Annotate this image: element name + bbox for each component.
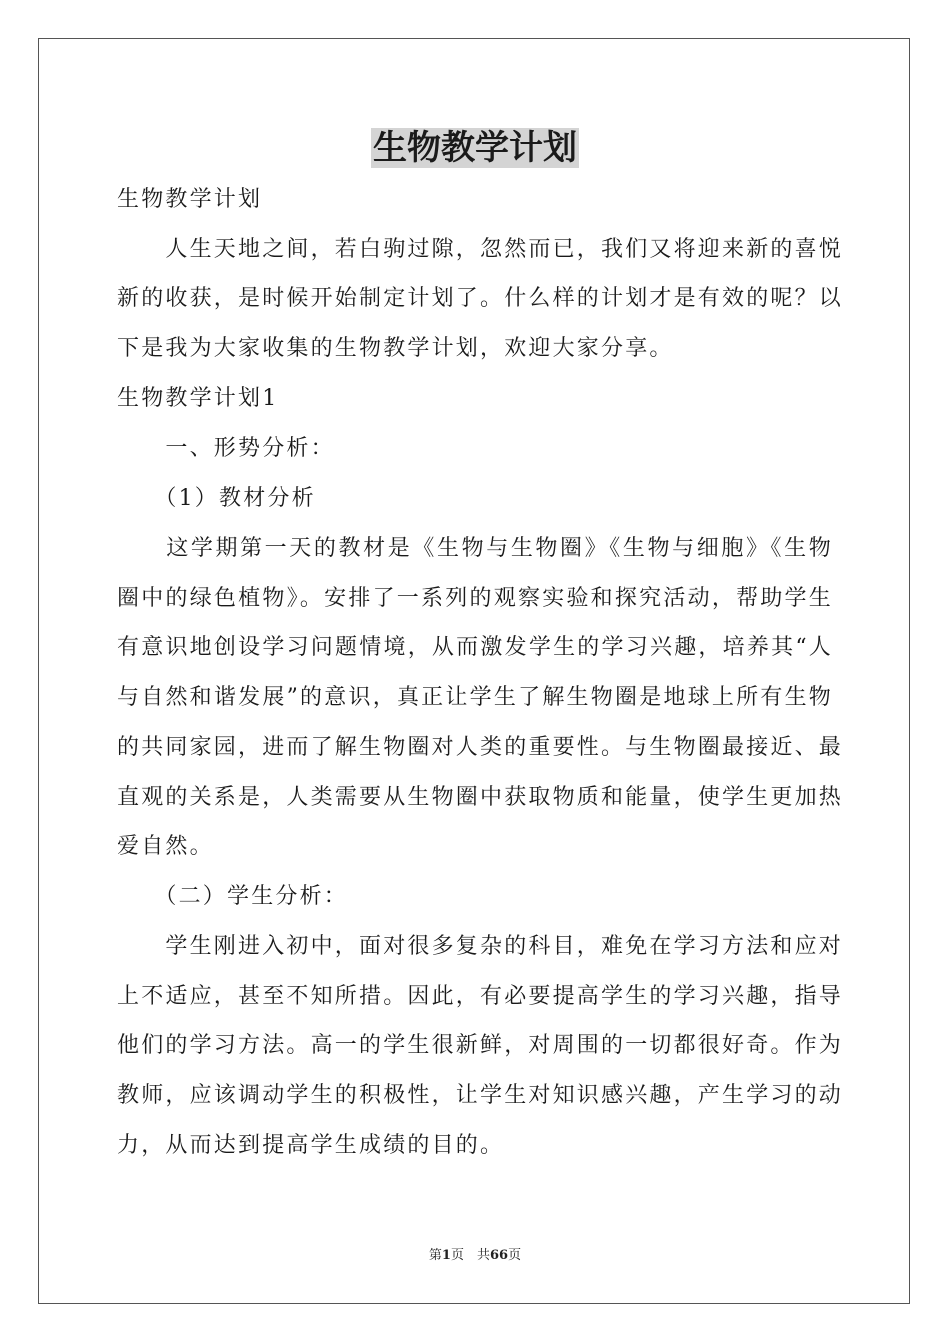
paragraph-line: 这学期第一天的教材是《生物与生物圈》《生物与细胞》《生物 [117, 536, 833, 561]
paragraph-line: 的共同家园，进而了解生物圈对人类的重要性。与生物圈最接近、最 [117, 735, 844, 760]
paragraph-line: 圈中的绿色植物》。安排了一系列的观察实验和探究活动，帮助学生 [117, 586, 833, 611]
paragraph-line: 爱自然。 [117, 834, 214, 859]
page-border [38, 38, 910, 1304]
paragraph-line: 上不适应，甚至不知所措。因此，有必要提高学生的学习兴趣，指导 [117, 984, 844, 1009]
section-heading: 生物教学计划1 [117, 386, 279, 411]
paragraph-line: 直观的关系是，人类需要从生物圈中获取物质和能量，使学生更加热 [117, 785, 844, 810]
paragraph-line: 他们的学习方法。高一的学生很新鲜，对周围的一切都很好奇。作为 [117, 1033, 844, 1058]
paragraph-line: 与自然和谐发展”的意识，真正让学生了解生物圈是地球上所有生物 [117, 685, 833, 710]
paragraph-line: 力，从而达到提高学生成绩的目的。 [117, 1133, 505, 1158]
paragraph-line: 有意识地创设学习问题情境，从而激发学生的学习兴趣，培养其“人 [117, 635, 833, 660]
section-heading: （二）学生分析： [117, 884, 349, 909]
footer-mid: 页 共 [450, 1248, 490, 1263]
paragraph-line: 人生天地之间，若白驹过隙，忽然而已，我们又将迎来新的喜悦 [117, 237, 844, 262]
footer-suffix: 页 [508, 1248, 522, 1263]
paragraph-line: 学生刚进入初中，面对很多复杂的科目，难免在学习方法和应对 [117, 934, 844, 959]
paragraph-line: 下是我为大家收集的生物教学计划，欢迎大家分享。 [117, 336, 674, 361]
page-footer [0, 1247, 950, 1265]
document-title [0, 126, 950, 170]
paragraph-line: 教师，应该调动学生的积极性，让学生对知识感兴趣，产生学习的动 [117, 1083, 844, 1108]
document-title-text: 生物教学计划 [373, 128, 577, 168]
footer-total-pages: 66 [489, 1248, 509, 1263]
section-heading: （1）教材分析 [117, 486, 316, 511]
footer-page-number: 1 [441, 1248, 451, 1263]
paragraph-line: 新的收获，是时候开始制定计划了。什么样的计划才是有效的呢？以 [117, 286, 844, 311]
paragraph-line: 生物教学计划 [117, 187, 263, 212]
section-heading: 一、形势分析： [117, 436, 335, 461]
footer-prefix: 第 [428, 1248, 442, 1263]
